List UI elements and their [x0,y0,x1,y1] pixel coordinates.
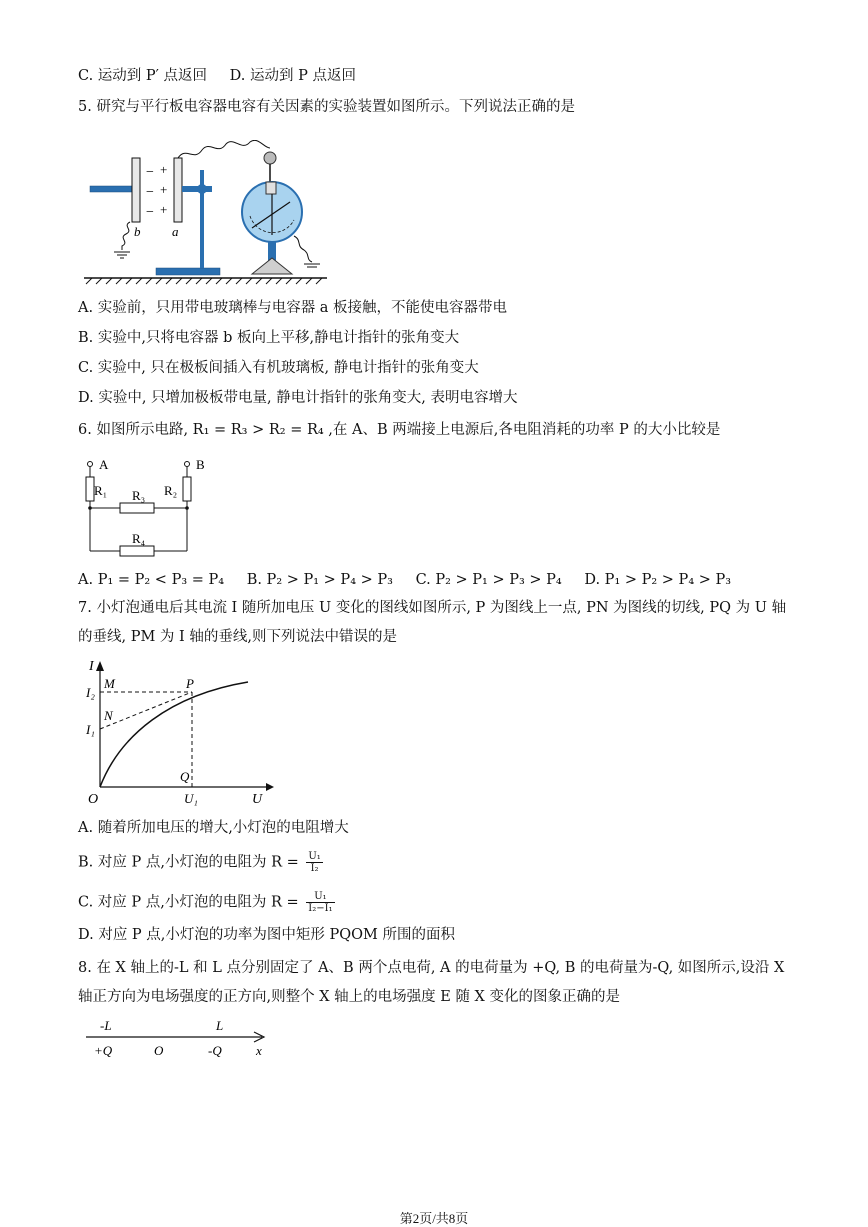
q7-label-I1: I₁ [86,722,95,737]
q5-option-c: C. 实验中, 只在极板间插入有机玻璃板, 静电计指针的张角变大 [78,360,479,376]
q7-label-U: U [252,792,263,807]
q8-stem-line1: 8. 在 X 轴上的-L 和 L 点分别固定了 A、B 两个点电荷, A 的电荷量为 +Q, B 的电荷量为-Q, 如图所示,设沿 X [78,960,785,976]
q8-x-axis-figure [82,1014,282,1062]
q5-fig-plus-1: + [160,162,168,177]
q8-label-negQ: -Q [208,1043,222,1058]
q7-option-c-num: U₁ [306,891,334,903]
q6-option-d: D. P₁ > P₂ > P₄ > P₃ [584,572,732,588]
q7-stem-line1: 7. 小灯泡通电后其电流 I 随所加电压 U 变化的图线如图所示, P 为图线上一点, PN 为图线的切线, PQ 为 U 轴 [78,600,787,616]
q5-fig-label-b: b [134,224,141,239]
q7-option-a: A. 随着所加电压的增大,小灯泡的电阻增大 [78,820,349,836]
q5-stem: 5. 研究与平行板电容器电容有关因素的实验装置如图所示。下列说法正确的是 [78,99,575,115]
q7-label-U1: U₁ [184,791,198,806]
q5-fig-minus-3: − [146,205,154,220]
q7-label-N: N [104,708,113,723]
q6-option-a: A. P₁ = P₂ < P₃ = P₄ [78,572,225,588]
q7-option-b-num: U₁ [308,851,321,862]
q5-capacitor-figure [82,140,332,288]
q7-option-c-fraction [306,891,334,914]
q8-label-O: O [154,1043,164,1058]
q7-label-I2: I₂ [86,685,95,700]
q7-iu-graph [80,655,280,810]
q7-label-M: M [104,676,115,691]
q7-option-c-text: C. 对应 P 点,小灯泡的电阻为 R = [78,894,299,911]
q6-label-R4: R₄ [132,531,146,546]
q8-label-posQ: +Q [94,1043,113,1058]
q5-option-b: B. 实验中,只将电容器 b 板向上平移,静电计指针的张角变大 [78,330,460,346]
q7-label-I: I [89,659,94,674]
q6-label-B: B [196,457,205,472]
q7-option-b-fraction [306,851,322,874]
q6-label-R3: R₃ [132,488,146,503]
q4-option-d: D. 运动到 P 点返回 [229,68,356,84]
q7-option-b-text: B. 对应 P 点,小灯泡的电阻为 R = [78,854,299,871]
q5-fig-minus-2: − [146,185,154,200]
q6-label-A: A [99,457,109,472]
q6-stem: 6. 如图所示电路, R₁ = R₃ > R₂ = R₄ ,在 A、B 两端接上电源后,各电阻消耗的功率 P 的大小比较是 [78,422,721,438]
q7-option-b [78,851,323,874]
q8-label-L: L [216,1018,224,1033]
q4-options-tail [78,66,356,86]
q8-label-negL: -L [100,1018,112,1033]
q6-options [78,570,731,590]
q7-option-b-den: I₂ [310,863,319,874]
q6-circuit-figure [80,455,220,560]
q6-label-R2: R₂ [164,483,178,498]
q7-stem-line2: 的垂线, PM 为 I 轴的垂线,则下列说法中错误的是 [78,629,397,645]
q7-label-Q: Q [180,769,190,784]
q7-option-c-den: I₂−I₁ [308,903,333,914]
q5-option-a: A. 实验前，只用带电玻璃棒与电容器 a 板接触，不能使电容器带电 [78,300,508,316]
q5-fig-plus-2: + [160,182,168,197]
q7-label-P: P [186,676,194,691]
q7-option-d: D. 对应 P 点,小灯泡的功率为图中矩形 PQOM 所围的面积 [78,927,456,943]
page-footer: 第2页/共8页 [399,1211,469,1226]
q5-fig-minus-1: − [146,165,154,180]
q4-option-c: C. 运动到 P′ 点返回 [78,68,208,84]
q5-fig-label-a: a [172,224,179,239]
q6-option-b: B. P₂ > P₁ > P₄ > P₃ [246,572,393,588]
q6-option-c: C. P₂ > P₁ > P₃ > P₄ [415,572,562,588]
q7-label-O: O [88,792,99,807]
q8-stem-line2: 轴正方向为电场强度的正方向,则整个 X 轴上的电场强度 E 随 X 变化的图象正确的是 [78,989,620,1005]
q8-label-x: x [256,1043,262,1058]
q7-option-c [78,891,335,914]
q5-option-d: D. 实验中, 只增加极板带电量, 静电计指针的张角变大, 表明电容增大 [78,390,518,406]
q5-fig-plus-3: + [160,202,168,217]
q6-label-R1: R₁ [94,483,108,498]
